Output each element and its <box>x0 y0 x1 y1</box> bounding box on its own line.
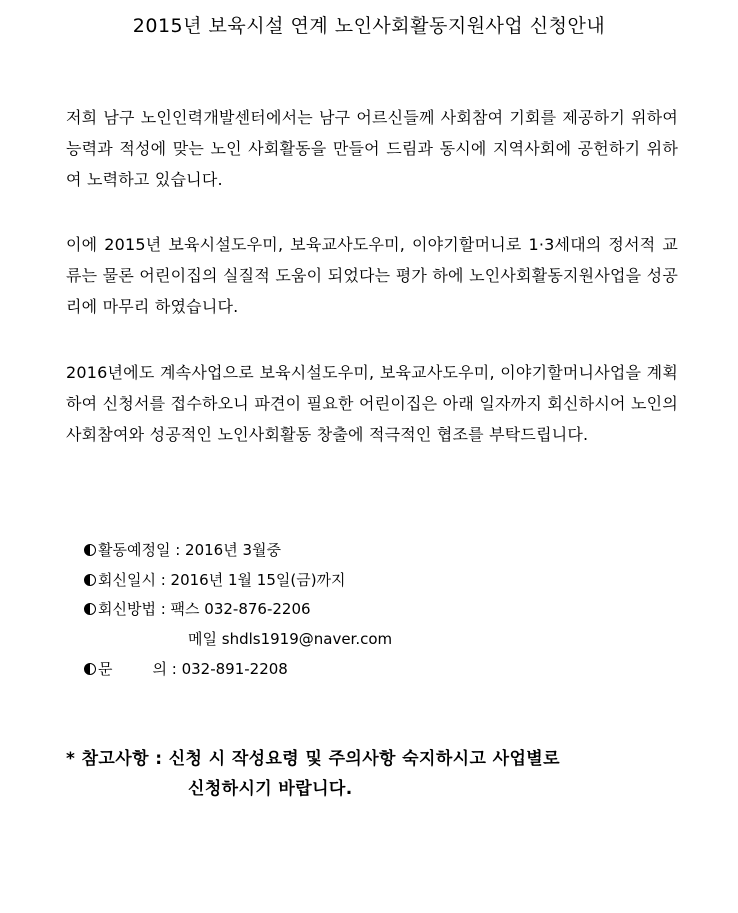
half-filled-circle-icon <box>84 663 96 675</box>
info-email <box>188 624 392 654</box>
info-inquiry-label: 문 <box>98 660 113 678</box>
half-filled-circle-icon <box>84 603 96 615</box>
reference-note-line-1: * 참고사항 : 신청 시 작성요령 및 주의사항 숙지하시고 사업별로 <box>66 749 560 769</box>
reference-note-line-2: 신청하시기 바랍니다. <box>188 779 353 799</box>
intro-paragraph: 저희 남구 노인인력개발센터에서는 남구 어르신들께 사회참여 기회를 제공하기 위하여 능력과 적성에 맞는 노인 사회활동을 만들어 드림과 동시에 지역사회에 공헌하기 위하여 노력하고 있습니다. <box>66 108 678 189</box>
info-schedule <box>84 535 281 565</box>
info-deadline-text: 회신일시 : 2016년 1월 15일(금)까지 <box>98 571 346 589</box>
document-title: 2015년 보육시설 연계 노인사회활동지원사업 신청안내 <box>132 15 606 37</box>
info-email-text: 메일 shdls1919@naver.com <box>188 630 393 648</box>
half-filled-circle-icon <box>84 574 96 586</box>
request-paragraph: 2016년에도 계속사업으로 보육시설도우미, 보육교사도우미, 이야기할머니사업을 계획하여 신청서를 접수하오니 파견이 필요한 어린이집은 아래 일자까지 회신하시어 노인의 사회참여와 성공적인 노인사회활동 창출에 적극적인 협조를 부탁드립니다. <box>66 363 678 444</box>
info-schedule-text: 활동예정일 : 2016년 3월중 <box>98 541 281 559</box>
info-method <box>84 594 311 624</box>
info-inquiry-text: 의 : 032-891-2208 <box>152 660 288 678</box>
info-inquiry <box>84 654 288 684</box>
info-method-text: 회신방법 : 팩스 032-876-2206 <box>98 600 311 618</box>
info-deadline <box>84 565 346 595</box>
half-filled-circle-icon <box>84 544 96 556</box>
result-paragraph: 이에 2015년 보육시설도우미, 보육교사도우미, 이야기할머니로 1·3세대의 정서적 교류는 물론 어린이집의 실질적 도움이 되었다는 평가 하에 노인사회활동지원사업을 성공리에 마무리 하였습니다. <box>66 235 678 316</box>
